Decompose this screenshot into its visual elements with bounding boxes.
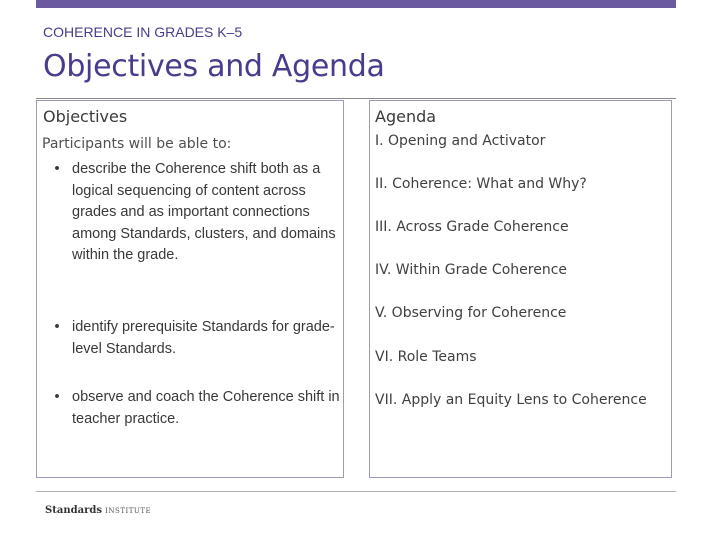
agenda-panel xyxy=(369,100,672,478)
logo-sub-text: INSTITUTE xyxy=(105,507,152,515)
top-accent-bar xyxy=(36,0,676,8)
title-divider xyxy=(36,98,676,99)
agenda-heading: Agenda xyxy=(375,107,437,126)
section-label: COHERENCE IN GRADES K–5 xyxy=(43,24,243,40)
slide-title: Objectives and Agenda xyxy=(43,49,385,84)
objectives-intro: Participants will be able to: xyxy=(42,136,232,152)
agenda-item: III. Across Grade Coherence xyxy=(375,219,569,235)
standards-institute-logo xyxy=(45,505,151,516)
agenda-item: VI. Role Teams xyxy=(375,349,477,365)
bullet-icon: • xyxy=(54,389,60,405)
objective-text: identify prerequisite Standards for grade-level Standards. xyxy=(72,319,335,357)
objective-text: observe and coach the Coherence shift in teacher practice. xyxy=(72,389,340,427)
agenda-item: IV. Within Grade Coherence xyxy=(375,262,568,278)
agenda-item: V. Observing for Coherence xyxy=(375,305,567,321)
objective-item xyxy=(42,317,340,360)
footer-divider xyxy=(36,491,676,492)
bullet-icon: • xyxy=(54,161,60,177)
agenda-item: II. Coherence: What and Why? xyxy=(375,176,587,192)
objectives-panel xyxy=(36,100,344,478)
objectives-heading: Objectives xyxy=(43,107,128,126)
objective-text: describe the Coherence shift both as a logical sequencing of content across grades and as important connections among Standards, clusters, and domains within the grade. xyxy=(72,161,336,263)
logo-main-text: Standards xyxy=(45,505,102,516)
objective-item xyxy=(42,387,340,430)
agenda-item: VII. Apply an Equity Lens to Coherence xyxy=(375,392,647,408)
bullet-icon: • xyxy=(54,319,60,335)
objective-item xyxy=(42,159,340,267)
agenda-item: I. Opening and Activator xyxy=(375,133,546,149)
